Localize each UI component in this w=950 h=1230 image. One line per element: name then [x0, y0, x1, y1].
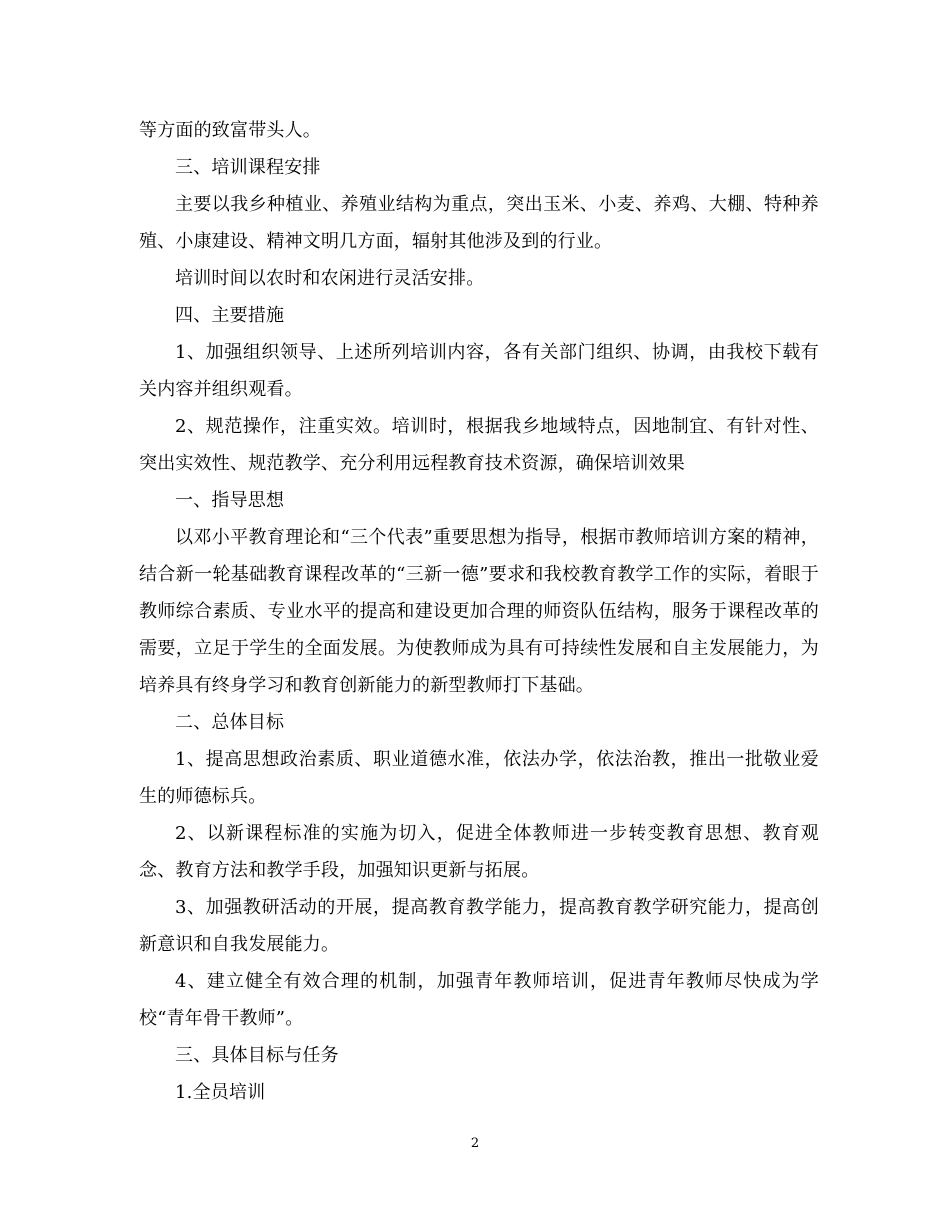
section-heading: 一、指导思想 — [175, 490, 285, 511]
section-heading: 三、具体目标与任务 — [175, 1045, 339, 1066]
section-heading: 三、培训课程安排 — [175, 157, 321, 178]
page-number: 2 — [470, 1136, 480, 1151]
section-heading: 四、主要措施 — [175, 305, 285, 326]
paragraph: 1、提高思想政治素质、职业道德水准，依法办学，依法治教，推出一批敬业爱生的师德标兵。 — [139, 749, 819, 807]
paragraph: 2、规范操作，注重实效。培训时，根据我乡地域特点，因地制宜、有针对性、突出实效性、规范教学、充分利用远程教育技术资源，确保培训效果 — [139, 416, 819, 474]
paragraph: 培训时间以农时和农闲进行灵活安排。 — [175, 268, 485, 289]
document-body — [139, 112, 819, 1111]
paragraph: 等方面的致富带头人。 — [139, 120, 321, 141]
paragraph: 1、加强组织领导、上述所列培训内容，各有关部门组织、协调，由我校下载有关内容并组织观看。 — [139, 342, 819, 400]
paragraph: 以邓小平教育理论和“三个代表”重要思想为指导，根据市教师培训方案的精神，结合新一轮基础教育课程改革的“三新一德”要求和我校教育教学工作的实际，着眼于教师综合素质、专业水平的提高和建设更加合理的师资队伍结构，服务于课程改革的需要，立足于学生的全面发展。为使教师成为具有可持续性发展和自主发展能力，为培养具有终身学习和教育创新能力的新型教师打下基础。 — [139, 527, 819, 696]
paragraph: 3、加强教研活动的开展，提高教育教学能力，提高教育教学研究能力，提高创新意识和自我发展能力。 — [139, 897, 819, 955]
paragraph: 2、以新课程标准的实施为切入，促进全体教师进一步转变教育思想、教育观念、教育方法和教学手段，加强知识更新与拓展。 — [139, 823, 819, 881]
paragraph: 主要以我乡种植业、养殖业结构为重点，突出玉米、小麦、养鸡、大棚、特种养殖、小康建设、精神文明几方面，辐射其他涉及到的行业。 — [139, 194, 819, 252]
paragraph: 1.全员培训 — [175, 1082, 266, 1103]
section-heading: 二、总体目标 — [175, 712, 285, 733]
paragraph: 4、建立健全有效合理的机制，加强青年教师培训，促进青年教师尽快成为学校“青年骨干教师”。 — [139, 971, 819, 1029]
